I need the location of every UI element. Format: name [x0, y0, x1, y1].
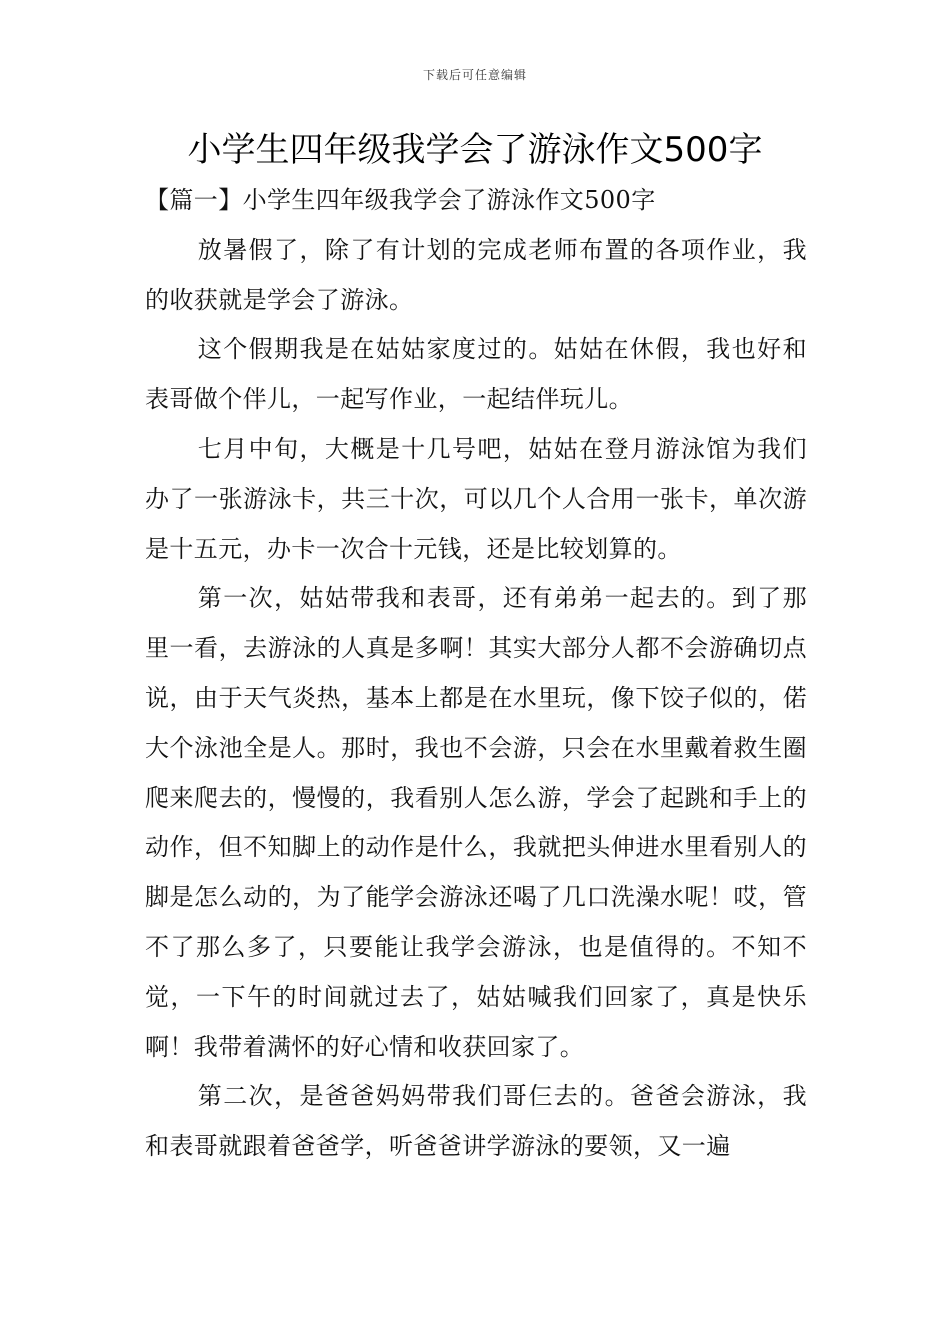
document-body: [145, 176, 807, 1172]
paragraph-2: 这个假期我是在姑姑家度过的。姑姑在休假，我也好和表哥做个伴儿，一起写作业，一起结伴玩儿。: [145, 335, 807, 414]
paragraph-1: 放暑假了，除了有计划的完成老师布置的各项作业，我的收获就是学会了游泳。: [145, 235, 807, 314]
section-heading: 【篇一】小学生四年级我学会了游泳作文500字: [145, 186, 656, 214]
paragraph-3: 七月中旬，大概是十几号吧，姑姑在登月游泳馆为我们办了一张游泳卡，共三十次，可以几个人合用一张卡，单次游是十五元，办卡一次合十元钱，还是比较划算的。: [145, 434, 807, 563]
header-note: 下载后可任意编辑: [422, 68, 527, 82]
paragraph-5: 第二次，是爸爸妈妈带我们哥仨去的。爸爸会游泳，我和表哥就跟着爸爸学，听爸爸讲学游泳的要领，又一遍: [145, 1082, 807, 1161]
document-title: 小学生四年级我学会了游泳作文500字: [187, 130, 763, 170]
paragraph-4: 第一次，姑姑带我和表哥，还有弟弟一起去的。到了那里一看，去游泳的人真是多啊！其实大部分人都不会游确切点说，由于天气炎热，基本上都是在水里玩，像下饺子似的，偌大个泳池全是人。那时，我也不会游，只会在水里戴着救生圈爬来爬去的，慢慢的，我看别人怎么游，学会了起跳和手上的动作，但不知脚上的动作是什么，我就把头伸进水里看别人的脚是怎么动的，为了能学会游泳还喝了几口洗澡水呢！哎，管不了那么多了，只要能让我学会游泳，也是值得的。不知不觉，一下午的时间就过去了，姑姑喊我们回家了，真是快乐啊！我带着满怀的好心情和收获回家了。: [145, 584, 807, 1061]
